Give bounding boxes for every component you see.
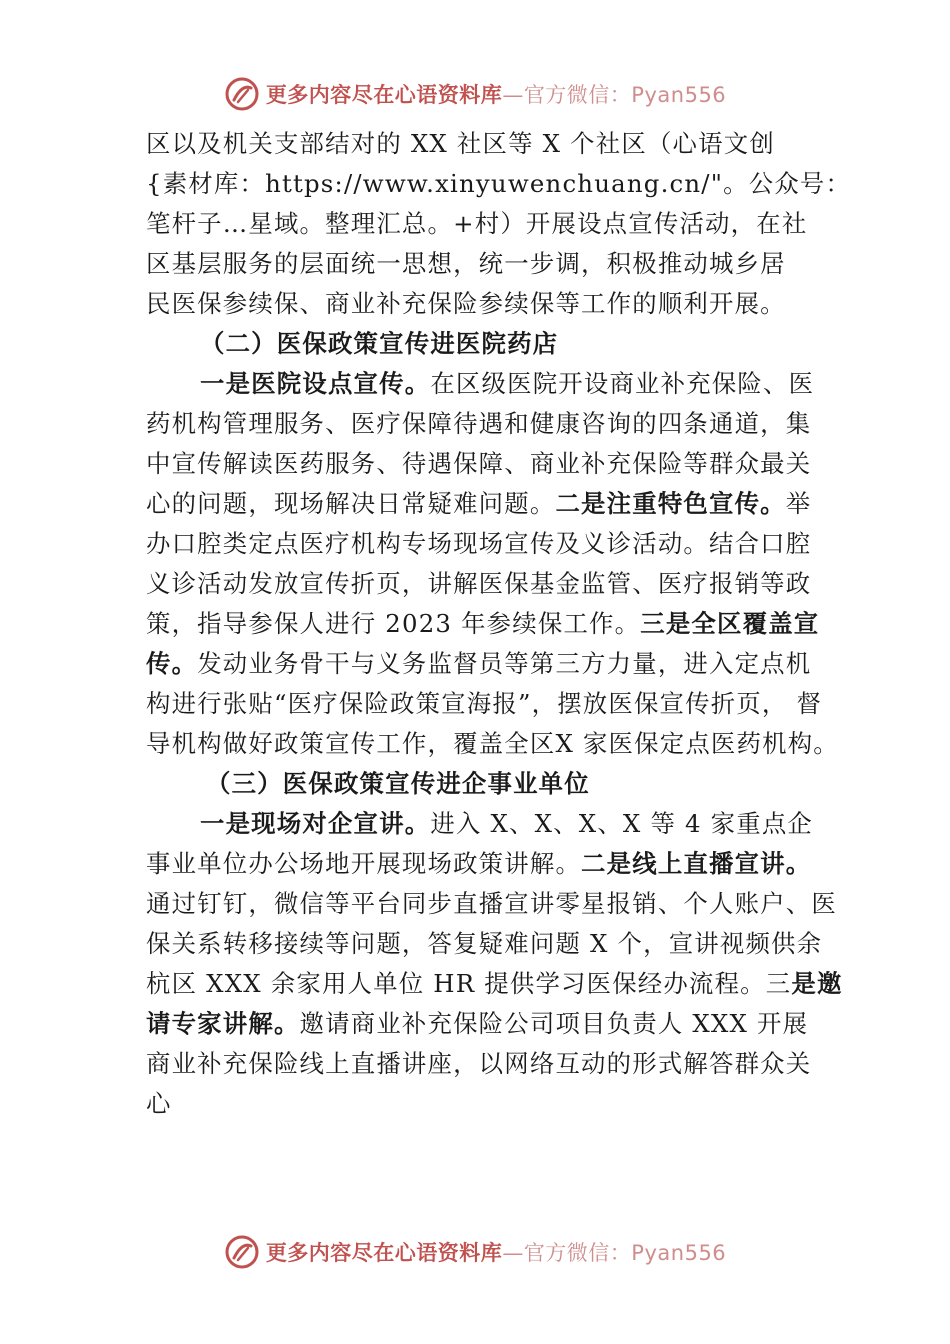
text-run: 举 <box>785 489 812 518</box>
watermark-contact: —官方微信：Pyan556 <box>502 83 727 107</box>
text-run: 策，指导参保人进行 2023 年参续保工作。 <box>146 609 641 638</box>
section-heading-2 <box>146 324 814 364</box>
text-line <box>146 524 814 564</box>
bold-lead: 传。 <box>146 649 198 678</box>
heading-text: （三）医保政策宣传进企事业单位 <box>206 769 590 798</box>
bold-lead: 二是注重特色宣传。 <box>555 489 786 518</box>
bold-lead: 二是线上直播宣讲。 <box>581 849 812 878</box>
text-line <box>146 964 843 1004</box>
text-run: 心的问题，现场解决日常疑难问题。 <box>146 489 556 518</box>
text-run: 杭区 XXX 余家用人单位 HR 提供学习医保经办流程。三 <box>146 969 792 998</box>
text-run: {素材库：https://www.xinyuwenchuang.cn/"。公众号： <box>146 169 852 198</box>
text-run: 进入 X、X、X、X 等 4 家重点企 <box>430 809 814 838</box>
text-run: 民医保参续保、商业补充保险参续保等工作的顺利开展。 <box>146 289 786 318</box>
text-run: 构进行张贴“医疗保险政策宣海报”，摆放医保宣传折页， 督 <box>146 689 823 718</box>
heading-text: （二）医保政策宣传进医院药店 <box>200 329 559 358</box>
text-line <box>146 884 837 924</box>
logo-icon <box>224 1234 260 1270</box>
text-line <box>146 844 814 884</box>
text-line <box>146 924 823 964</box>
watermark-header <box>0 72 950 116</box>
text-line <box>146 1084 814 1124</box>
text-line <box>146 404 814 444</box>
text-run: 在区级医院开设商业补充保险、医 <box>430 369 815 398</box>
watermark-brand: 更多内容尽在心语资料库 <box>265 83 503 107</box>
bold-lead: 请专家讲解。 <box>146 1009 300 1038</box>
text-line <box>146 1044 814 1084</box>
bold-lead: 一是现场对企宣讲。 <box>200 809 431 838</box>
text-run: 笔杆子…星域。整理汇总。+村）开展设点宣传活动，在社 <box>146 209 808 238</box>
text-line <box>146 484 814 524</box>
text-run: 邀请商业补充保险公司项目负责人 XXX 开展 <box>299 1009 809 1038</box>
text-run: 义诊活动发放宣传折页，讲解医保基金监管、医疗报销等政 <box>146 569 812 598</box>
text-line <box>146 204 814 244</box>
section-heading-3 <box>146 764 814 804</box>
text-run: 区以及机关支部结对的 XX 社区等 X 个社区（心语文创 <box>146 129 775 158</box>
text-line <box>146 644 814 684</box>
watermark-brand: 更多内容尽在心语资料库 <box>265 1241 503 1265</box>
bold-lead: 一是医院设点宣传。 <box>200 369 431 398</box>
watermark-text <box>266 1237 726 1267</box>
text-run: 事业单位办公场地开展现场政策讲解。 <box>146 849 582 878</box>
text-run: 发动业务骨干与义务监督员等第三方力量，进入定点机 <box>197 649 812 678</box>
text-line <box>146 124 814 164</box>
watermark-contact: —官方微信：Pyan556 <box>502 1241 727 1265</box>
watermark-footer <box>0 1230 950 1274</box>
text-line <box>146 244 814 284</box>
text-line <box>146 724 839 764</box>
text-run: 中宣传解读医药服务、待遇保障、商业补充保险等群众最关 <box>146 449 812 478</box>
text-line <box>146 164 852 204</box>
text-line <box>146 284 814 324</box>
logo-icon <box>224 76 260 112</box>
text-run: 药机构管理服务、医疗保障待遇和健康咨询的四条通道，集 <box>146 409 812 438</box>
document-body <box>146 124 852 1124</box>
text-line <box>146 684 823 724</box>
text-run: 心 <box>146 1089 172 1118</box>
text-line <box>146 804 814 844</box>
text-run: 保关系转移接续等问题，答复疑难问题 X 个，宣讲视频供余 <box>146 929 823 958</box>
text-line <box>146 1004 814 1044</box>
text-line <box>146 444 814 484</box>
text-run: 办口腔类定点医疗机构专场现场宣传及义诊活动。结合口腔 <box>146 529 812 558</box>
bold-lead: 是邀 <box>791 969 843 998</box>
text-run: 通过钉钉，微信等平台同步直播宣讲零星报销、个人账户、医 <box>146 889 837 918</box>
text-line <box>146 364 814 404</box>
text-run: 商业补充保险线上直播讲座，以网络互动的形式解答群众关 <box>146 1049 812 1078</box>
watermark-text <box>266 79 726 109</box>
text-run: 导机构做好政策宣传工作，覆盖全区X 家医保定点医药机构。 <box>146 729 839 758</box>
text-line <box>146 604 820 644</box>
text-line <box>146 564 814 604</box>
bold-lead: 三是全区覆盖宣 <box>640 609 820 638</box>
text-run: 区基层服务的层面统一思想，统一步调，积极推动城乡居 <box>146 249 786 278</box>
